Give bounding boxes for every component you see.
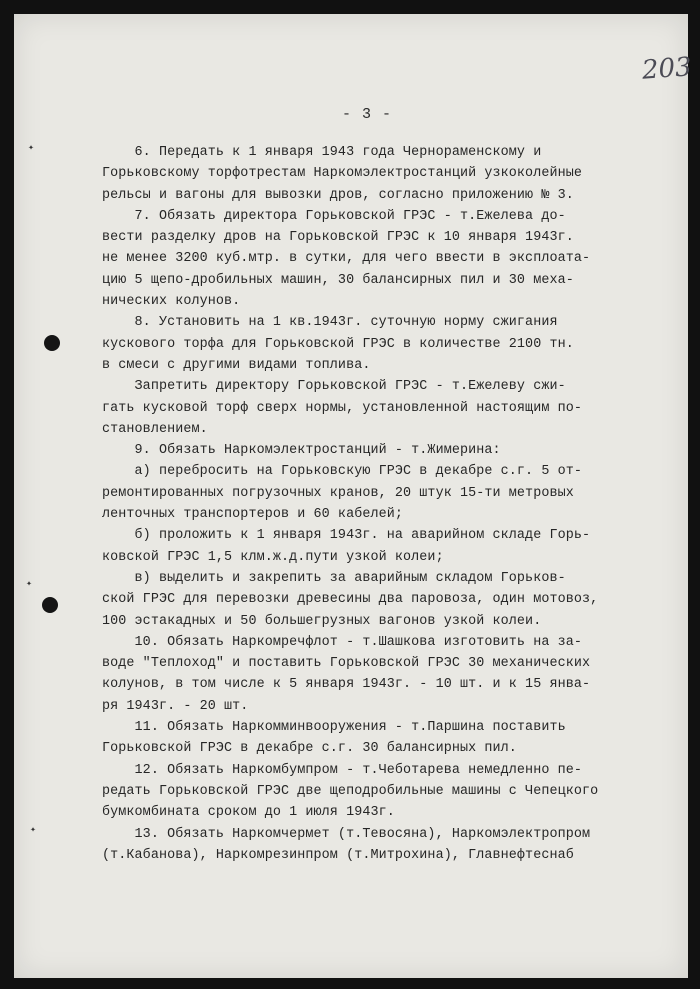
text-line: вести разделку дров на Горьковской ГРЭС к 10 января 1943г. bbox=[102, 230, 574, 246]
text-line: 9. Обязать Наркомэлектростанций - т.Жимерина: bbox=[102, 443, 501, 459]
text-line: в) выделить и закрепить за аварийным складом Горьков- bbox=[102, 570, 566, 586]
text-line: воде "Теплоход" и поставить Горьковской ГРЭС 30 механических bbox=[102, 656, 591, 672]
text-line: ремонтированных погрузочных кранов, 20 штук 15-ти метровых bbox=[102, 485, 574, 501]
text-line: ря 1943г. - 20 шт. bbox=[102, 698, 249, 714]
text-line: кускового торфа для Горьковской ГРЭС в количестве 2100 тн. bbox=[102, 336, 574, 352]
text-line: 11. Обязать Наркомминвооружения - т.Паршина поставить bbox=[102, 720, 566, 736]
text-line: редать Горьковской ГРЭС две щеподробильные машины с Чепецкого bbox=[102, 783, 599, 799]
text-line: Горьковской ГРЭС в декабре с.г. 30 балансирных пил. bbox=[102, 741, 517, 757]
punch-hole bbox=[44, 335, 60, 351]
text-line: в смеси с другими видами топлива. bbox=[102, 357, 371, 373]
margin-mark: ✦ bbox=[26, 579, 33, 590]
text-line: гать кусковой торф сверх нормы, установленной настоящим по- bbox=[102, 400, 583, 416]
document-body bbox=[102, 142, 682, 866]
text-line: 10. Обязать Наркомречфлот - т.Шашкова изготовить на за- bbox=[102, 634, 583, 650]
sheet-number: 203 bbox=[641, 52, 693, 86]
text-line: цию 5 щепо-дробильных машин, 30 балансирных пил и 30 меха- bbox=[102, 272, 574, 288]
margin-mark: ✦ bbox=[28, 143, 35, 154]
text-line: бумкомбината сроком до 1 июля 1943г. bbox=[102, 805, 395, 821]
text-line: ской ГРЭС для перевозки древесины два паровоза, один мотовоз, bbox=[102, 592, 599, 608]
text-line: б) проложить к 1 января 1943г. на аварийном складе Горь- bbox=[102, 528, 591, 544]
text-line: 8. Установить на 1 кв.1943г. суточную норму сжигания bbox=[102, 315, 558, 331]
text-line: Запретить директору Горьковской ГРЭС - т.Ежелеву сжи- bbox=[102, 379, 566, 395]
text-line: 100 эстакадных и 50 большегрузных вагонов узкой колеи. bbox=[102, 613, 542, 629]
text-line: ленточных транспортеров и 60 кабелей; bbox=[102, 507, 404, 523]
text-line: 13. Обязать Наркомчермет (т.Тевосяна), Наркомэлектропром bbox=[102, 826, 591, 842]
text-line: рельсы и вагоны для вывозки дров, согласно приложению № 3. bbox=[102, 187, 574, 203]
page-number: - 3 - bbox=[342, 106, 393, 123]
text-line: не менее 3200 куб.мтр. в сутки, для чего ввести в эксплоата- bbox=[102, 251, 591, 267]
text-line: 7. Обязать директора Горьковской ГРЭС - т.Ежелева до- bbox=[102, 208, 566, 224]
text-line: ковской ГРЭС 1,5 клм.ж.д.пути узкой колеи; bbox=[102, 549, 444, 565]
punch-hole bbox=[42, 597, 58, 613]
text-line: Горьковскому торфотрестам Наркомэлектростанций узкоколейные bbox=[102, 166, 583, 182]
text-line: колунов, в том числе к 5 января 1943г. - 10 шт. и к 15 янва- bbox=[102, 677, 591, 693]
text-line: (т.Кабанова), Наркомрезинпром (т.Митрохина), Главнефтеснаб bbox=[102, 847, 574, 863]
text-line: а) перебросить на Горьковскую ГРЭС в декабре с.г. 5 от- bbox=[102, 464, 583, 480]
margin-mark: ✦ bbox=[30, 825, 37, 836]
text-line: 6. Передать к 1 января 1943 года Чернораменскому и bbox=[102, 145, 542, 160]
text-line: 12. Обязать Наркомбумпром - т.Чеботарева немедленно пе- bbox=[102, 762, 583, 778]
text-line: становлением. bbox=[102, 421, 208, 437]
text-line: нических колунов. bbox=[102, 294, 241, 310]
document-page bbox=[14, 14, 693, 978]
